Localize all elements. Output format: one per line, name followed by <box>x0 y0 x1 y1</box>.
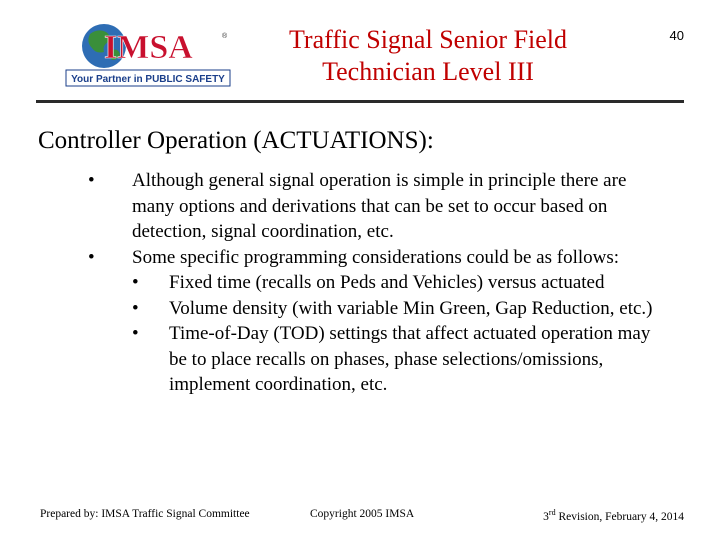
bullet-item <box>88 168 660 245</box>
revision-suffix: rd <box>548 508 556 517</box>
bullet-item <box>88 245 660 398</box>
bullet-marker: • <box>88 246 95 268</box>
header-divider <box>36 100 684 103</box>
footer-prepared-by: Prepared by: IMSA Traffic Signal Committee <box>40 508 250 520</box>
bullet-text: Although general signal operation is simple in principle there are many options and derivations that can be set to occur based on detection, signal coordination, etc. <box>132 170 627 242</box>
sub-bullet-list <box>132 270 660 398</box>
sub-bullet-text: Volume density (with variable Min Green, Gap Reduction, etc.) <box>169 297 653 319</box>
sub-bullet-marker: • <box>132 323 139 344</box>
slide-title-line1: Traffic Signal Senior Field <box>288 25 568 54</box>
sub-bullet-text: Fixed time (recalls on Peds and Vehicles) versus actuated <box>169 272 605 293</box>
slide-title-line2: Technician Level III <box>322 57 534 86</box>
section-heading: Controller Operation (ACTUATIONS): <box>38 127 434 154</box>
bullet-marker: • <box>88 170 95 191</box>
revision-text: Revision, February 4, 2014 <box>555 510 684 523</box>
revision-ordinal: 3 <box>543 510 549 523</box>
sub-bullet-item <box>132 296 660 322</box>
bullet-list <box>88 168 660 398</box>
sub-bullet-item <box>132 270 660 296</box>
imsa-logo <box>64 20 232 90</box>
sub-bullet-text: Time-of-Day (TOD) settings that affect actuated operation may be to place recalls on phases, phase selections/omissions, implement coordination, etc. <box>169 323 651 395</box>
slide-number: 40 <box>669 28 684 43</box>
sub-bullet-marker: • <box>132 297 139 319</box>
sub-bullet-marker: • <box>132 272 139 293</box>
footer-revision <box>543 508 684 523</box>
imsa-logo-graphic <box>64 20 232 90</box>
slide-title <box>250 24 606 88</box>
svg-text:®: ® <box>222 33 228 40</box>
footer-copyright: Copyright 2005 IMSA <box>310 508 415 520</box>
logo-brand-text: IMSA <box>104 29 193 66</box>
bullet-text: Some specific programming considerations could be as follows: <box>132 246 620 268</box>
logo-tagline: Your Partner in PUBLIC SAFETY <box>71 74 225 85</box>
sub-bullet-item <box>132 321 660 398</box>
